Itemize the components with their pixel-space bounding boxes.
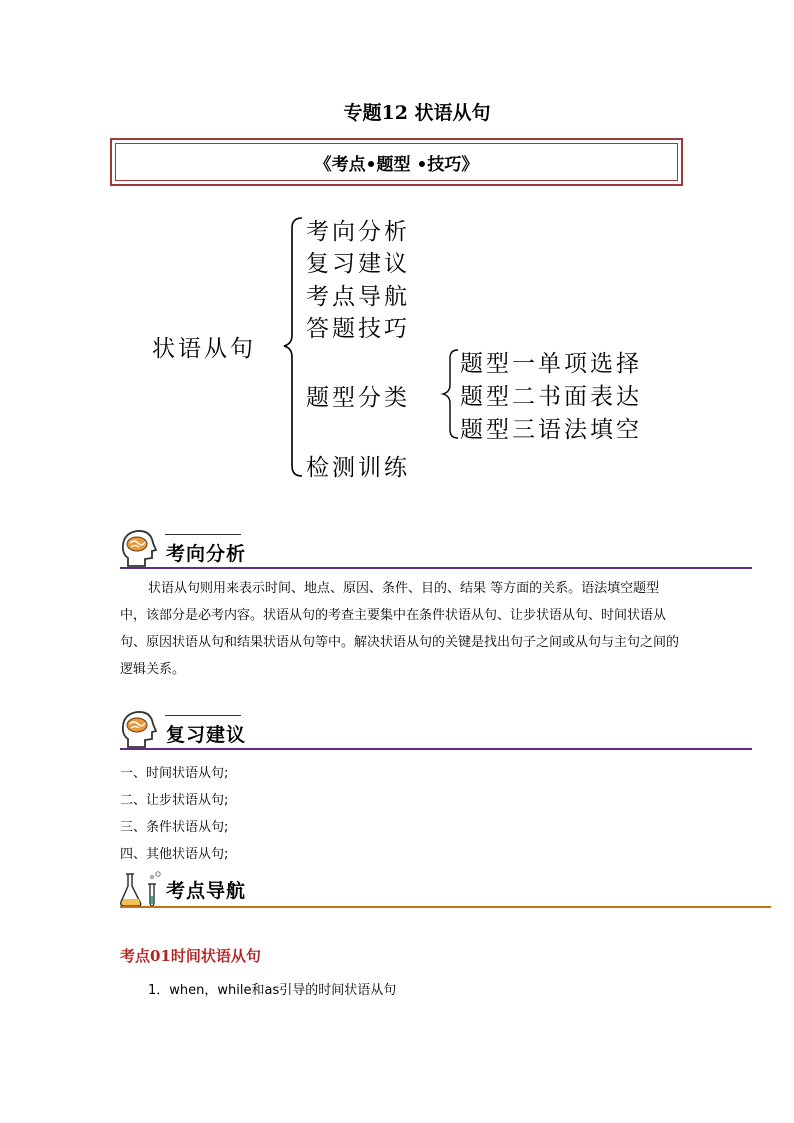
section-title: 考向分析 xyxy=(166,543,247,565)
banner-text: 《考点•题型 •技巧》 xyxy=(115,143,678,181)
page-title: 专题12 状语从句 xyxy=(343,102,491,124)
section-underline xyxy=(120,906,771,908)
tree-branch-5: 题型分类 xyxy=(306,385,410,411)
tree-branch-6: 检测训练 xyxy=(306,455,410,481)
kaodian-heading: 考点01时间状语从句 xyxy=(120,947,261,965)
section-underline xyxy=(120,567,752,569)
tree-branch-1: 考向分析 xyxy=(306,219,410,245)
section-underline xyxy=(120,748,752,750)
head-brain-icon xyxy=(120,528,158,568)
tree-branch-2: 复习建议 xyxy=(306,251,410,277)
section-overline xyxy=(165,534,241,535)
tree-sub-1: 题型一单项选择 xyxy=(460,351,642,377)
list-item: 三、条件状语从句; xyxy=(120,820,229,835)
list-item: 四、其他状语从句; xyxy=(120,847,229,862)
section-title: 复习建议 xyxy=(166,724,247,746)
tree-branch-3: 考点导航 xyxy=(306,284,410,310)
head-brain-icon xyxy=(120,709,158,749)
list-item: 二、让步状语从句; xyxy=(120,793,229,808)
tree-sub-3: 题型三语法填空 xyxy=(460,417,642,443)
tree-branch-4: 答题技巧 xyxy=(306,316,410,342)
flask-icon xyxy=(118,868,164,908)
kaodian-subheading: 1．when，while和as引导的时间状语从句 xyxy=(148,983,397,998)
tree-root: 状语从句 xyxy=(152,336,256,362)
section-overline xyxy=(165,715,241,716)
section-body: 状语从句则用来表示时间、地点、原因、条件、目的、结果 等方面的关系。语法填空题型中，该部分是必考内容。状语从句的考查主要集中在条件状语从句、让步状语从句、时间状语从句、原因状语从句和结果状语从句等中。解决状语从句的关键是找出句子之间或从句与主句之间的逻辑关系。 xyxy=(120,581,680,677)
section-title: 考点导航 xyxy=(166,880,247,902)
list-item: 一、时间状语从句; xyxy=(120,766,229,781)
tree-sub-2: 题型二书面表达 xyxy=(460,384,642,410)
